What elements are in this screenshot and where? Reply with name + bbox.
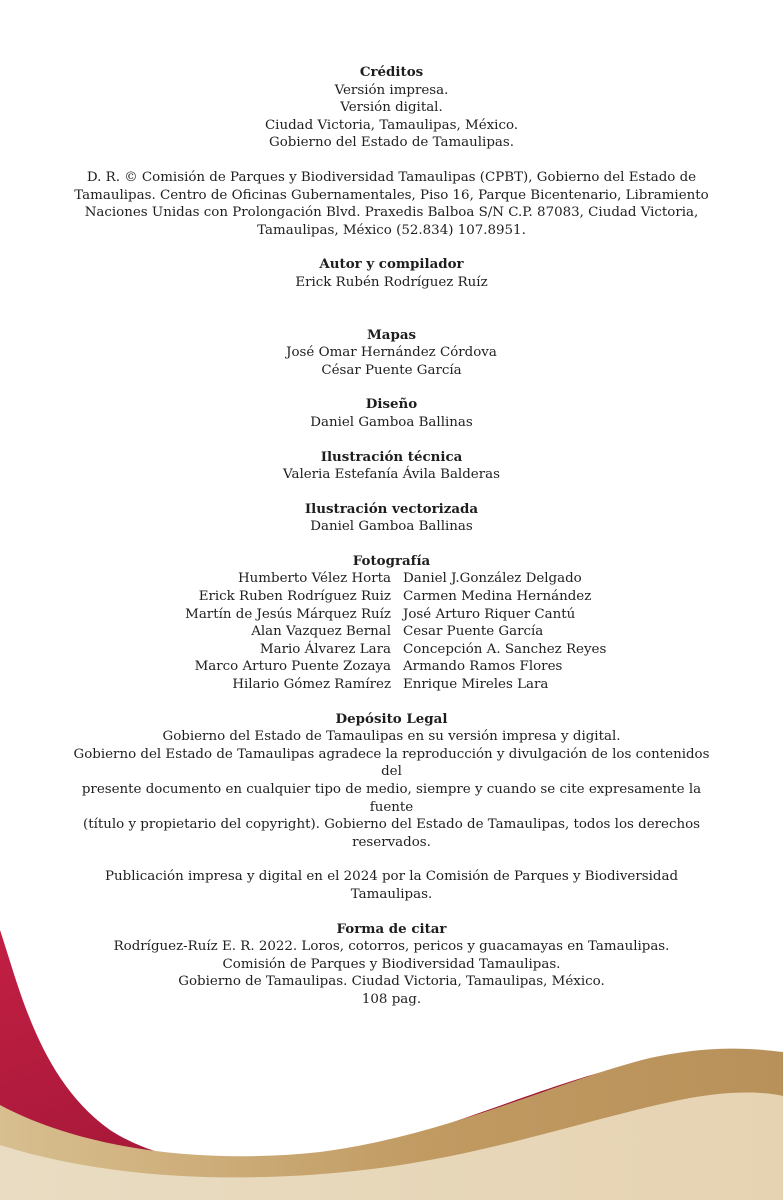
- mapas-name: José Omar Hernández Córdova: [286, 345, 497, 361]
- deposito-legal-section: [70, 711, 713, 852]
- derechos-line: Tamaulipas, México (52.834) 107.8951.: [257, 222, 526, 238]
- mapas-name: César Puente García: [321, 362, 462, 378]
- forma-citar-heading: Forma de citar: [336, 920, 447, 937]
- derechos-line: Naciones Unidas con Prolongación Blvd. Praxedis Balboa S/N C.P. 87083, Ciudad Victoria,: [84, 205, 699, 221]
- deposito-legal-line: presente documento en cualquier tipo de medio, siempre y cuando se cite expresamente la fuente: [81, 782, 702, 815]
- citation-line: Comisión de Parques y Biodiversidad Tamaulipas.: [222, 956, 561, 972]
- autor-section: [70, 256, 713, 291]
- decorative-wave-footer: [0, 930, 783, 1200]
- ilustracion-vectorizada-name: Daniel Gamboa Ballinas: [310, 519, 473, 535]
- ilustracion-tecnica-name: Valeria Estefanía Ávila Balderas: [283, 467, 500, 483]
- photographer-name: Concepción A. Sanchez Reyes: [403, 641, 607, 657]
- photographer-name: José Arturo Riquer Cantú: [403, 606, 576, 622]
- autor-name: Erick Rubén Rodríguez Ruíz: [295, 274, 488, 290]
- fotografia-credits-table: [70, 570, 713, 693]
- photographer-name: Marco Arturo Puente Zozaya: [194, 659, 391, 675]
- fotografia-section: [70, 553, 713, 694]
- credits-content: [70, 64, 713, 1009]
- photographer-name: Alan Vazquez Bernal: [251, 624, 391, 640]
- citation-line: Gobierno de Tamaulipas. Ciudad Victoria, Tamaulipas, México.: [178, 974, 605, 990]
- deposito-legal-heading: Depósito Legal: [335, 710, 448, 727]
- diseno-name: Daniel Gamboa Ballinas: [310, 414, 473, 430]
- photographer-name: Enrique Mireles Lara: [403, 677, 549, 693]
- publicacion-statement: Publicación impresa y digital en el 2024 por la Comisión de Parques y Biodiversidad Tamaulipas.: [104, 869, 679, 902]
- citation-line: Rodríguez-Ruíz E. R. 2022. Loros, cotorros, pericos y guacamayas en Tamaulipas.: [113, 939, 670, 955]
- photographer-name: Humberto Vélez Horta: [238, 571, 391, 587]
- diseno-heading: Diseño: [365, 396, 418, 413]
- creditos-heading: Créditos: [359, 64, 424, 80]
- creditos-line: Gobierno del Estado de Tamaulipas.: [269, 135, 514, 151]
- deposito-legal-line: reservados.: [352, 834, 431, 850]
- fotografia-heading: Fotografía: [352, 552, 431, 569]
- ilustracion-tecnica-heading: Ilustración técnica: [320, 448, 463, 465]
- creditos-line: Ciudad Victoria, Tamaulipas, México.: [264, 117, 519, 133]
- derechos-line: Tamaulipas. Centro de Oficinas Gubernamentales, Piso 16, Parque Bicentenario, Libramiento: [74, 187, 709, 203]
- deposito-legal-line: Gobierno del Estado de Tamaulipas en su versión impresa y digital.: [162, 729, 621, 745]
- mapas-section: [70, 327, 713, 380]
- photographer-name: Armando Ramos Flores: [403, 659, 563, 675]
- photographer-name: Carmen Medina Hernández: [403, 589, 592, 605]
- mapas-heading: Mapas: [366, 326, 417, 343]
- creditos-section: [70, 64, 713, 152]
- diseno-section: [70, 396, 713, 431]
- derechos-line: D. R. © Comisión de Parques y Biodiversidad Tamaulipas (CPBT), Gobierno del Estado de: [86, 169, 697, 185]
- photographer-name: Martín de Jesús Márquez Ruíz: [185, 606, 391, 622]
- fotografia-right-column: [403, 570, 713, 693]
- ilustracion-vectorizada-heading: Ilustración vectorizada: [304, 500, 479, 517]
- citation-line: 108 pag.: [361, 991, 422, 1007]
- photographer-name: Hilario Gómez Ramírez: [232, 677, 391, 693]
- creditos-line: Versión digital.: [340, 100, 443, 116]
- fotografia-left-column: [70, 570, 403, 693]
- autor-heading: Autor y compilador: [319, 256, 464, 273]
- photographer-name: Erick Ruben Rodríguez Ruiz: [198, 589, 391, 605]
- derechos-section: [70, 169, 713, 239]
- deposito-legal-line: Gobierno del Estado de Tamaulipas agradece la reproducción y divulgación de los contenidos del: [73, 746, 710, 780]
- photographer-name: Daniel J.González Delgado: [403, 571, 582, 587]
- photographer-name: Mario Álvarez Lara: [259, 641, 391, 657]
- ilustracion-vectorizada-section: [70, 501, 713, 536]
- creditos-line: Versión impresa.: [334, 82, 449, 98]
- deposito-legal-line: (título y propietario del copyright). Gobierno del Estado de Tamaulipas, todos los derechos: [82, 817, 701, 833]
- photographer-name: Cesar Puente García: [403, 624, 544, 640]
- ilustracion-tecnica-section: [70, 449, 713, 484]
